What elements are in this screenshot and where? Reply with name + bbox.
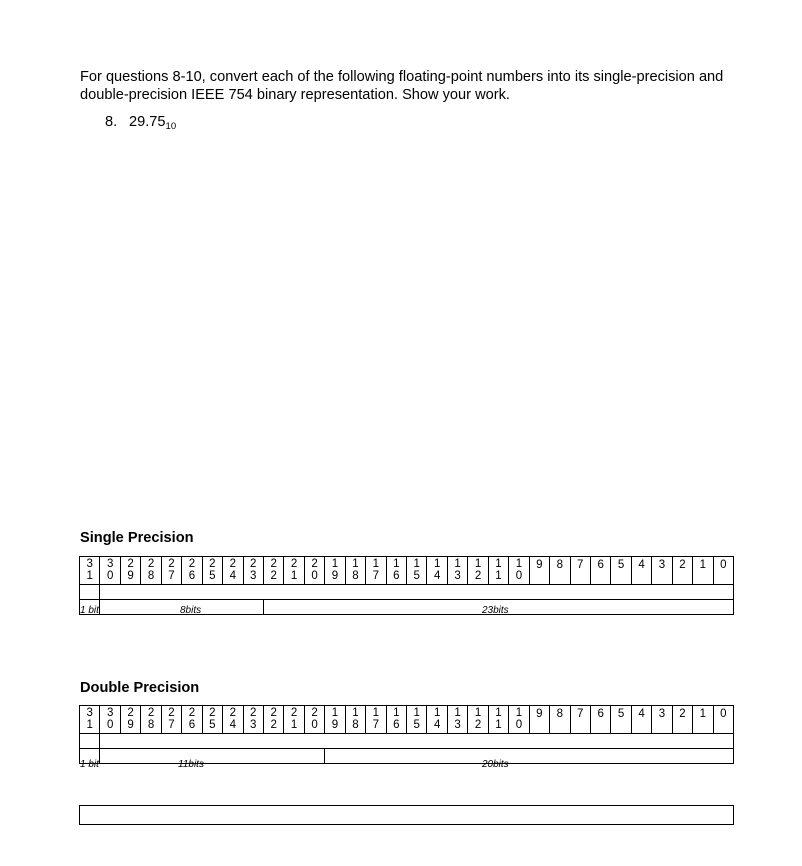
bit-digit-bottom: 0 bbox=[106, 719, 114, 731]
bit-digit-top: 5 bbox=[617, 708, 625, 720]
double-exponent-label: 11bits bbox=[178, 759, 204, 770]
bit-digit-top: 3 bbox=[106, 707, 114, 719]
single-bit-index-cell bbox=[263, 557, 283, 585]
bit-digit-top: 2 bbox=[311, 558, 318, 570]
double-bit-index-cell bbox=[100, 706, 120, 734]
bit-digit-bottom: 6 bbox=[393, 570, 400, 582]
bit-digit-top: 0 bbox=[720, 559, 727, 571]
bit-digit-bottom: 2 bbox=[474, 570, 482, 582]
double-bit-index-cell bbox=[345, 706, 365, 734]
answer-box[interactable] bbox=[79, 805, 734, 825]
bit-digit-bottom: 1 bbox=[290, 570, 298, 582]
single-bit-index-cell bbox=[243, 557, 263, 585]
bit-digit-bottom: 7 bbox=[168, 719, 175, 731]
double-sign-row bbox=[80, 734, 734, 749]
bit-digit-bottom: 3 bbox=[454, 570, 461, 582]
bit-digit-top: 1 bbox=[393, 558, 400, 570]
bit-digit-top: 1 bbox=[413, 558, 420, 570]
bit-digit-bottom: 1 bbox=[495, 719, 502, 731]
single-bit-index-cell bbox=[488, 557, 508, 585]
single-precision-table bbox=[79, 556, 734, 615]
bit-digit-bottom: 8 bbox=[352, 570, 359, 582]
double-sign-label: 1 bit bbox=[80, 759, 99, 770]
double-mantissa-label: 20bits bbox=[482, 759, 509, 770]
single-bit-index-cell bbox=[345, 557, 365, 585]
bit-digit-top: 2 bbox=[311, 707, 318, 719]
single-bit-index-cell bbox=[570, 557, 590, 585]
bit-digit-top: 1 bbox=[433, 707, 441, 719]
single-sign-cell[interactable] bbox=[80, 585, 100, 600]
single-bit-index-cell bbox=[161, 557, 181, 585]
bit-digit-bottom: 5 bbox=[413, 719, 420, 731]
single-bit-index-cell bbox=[427, 557, 447, 585]
bit-digit-top: 1 bbox=[474, 707, 482, 719]
bit-digit-top: 1 bbox=[495, 558, 502, 570]
double-bit-index-cell bbox=[672, 706, 692, 734]
single-precision-title: Single Precision bbox=[80, 530, 194, 546]
double-precision-title: Double Precision bbox=[80, 680, 200, 696]
bit-digit-bottom: 0 bbox=[515, 570, 523, 582]
bit-digit-top: 2 bbox=[250, 707, 257, 719]
bit-digit-top: 0 bbox=[720, 708, 727, 720]
bit-digit-top: 8 bbox=[556, 559, 563, 571]
bit-digit-top: 1 bbox=[699, 708, 707, 720]
double-bit-index-cell bbox=[161, 706, 181, 734]
bit-digit-bottom: 9 bbox=[331, 719, 339, 731]
bit-digit-bottom: 5 bbox=[413, 570, 420, 582]
bit-digit-top: 2 bbox=[209, 558, 216, 570]
single-bit-index-cell bbox=[529, 557, 549, 585]
question-value: 29.75 bbox=[129, 114, 166, 130]
bit-digit-top: 9 bbox=[536, 559, 543, 571]
bit-digit-bottom: 5 bbox=[209, 719, 216, 731]
bit-digit-top: 2 bbox=[127, 707, 134, 719]
bit-digit-bottom: 5 bbox=[209, 570, 216, 582]
double-bit-index-cell bbox=[611, 706, 631, 734]
bit-digit-bottom: 1 bbox=[86, 570, 93, 582]
bit-digit-bottom: 2 bbox=[474, 719, 482, 731]
bit-digit-top: 2 bbox=[209, 707, 216, 719]
bit-digit-bottom: 7 bbox=[372, 570, 380, 582]
bit-digit-top: 1 bbox=[474, 558, 482, 570]
bit-digit-bottom: 0 bbox=[106, 570, 114, 582]
bit-digit-top: 2 bbox=[290, 558, 298, 570]
bit-digit-bottom: 9 bbox=[127, 570, 134, 582]
single-bit-index-cell bbox=[693, 557, 713, 585]
single-bit-index-cell bbox=[80, 557, 100, 585]
bit-digit-top: 3 bbox=[86, 707, 93, 719]
double-bit-index-cell bbox=[509, 706, 529, 734]
bit-digit-top: 8 bbox=[556, 708, 563, 720]
bit-digit-top: 1 bbox=[433, 558, 441, 570]
question-number: 8. bbox=[105, 114, 118, 130]
single-bit-index-cell bbox=[590, 557, 610, 585]
double-bit-index-cell bbox=[550, 706, 570, 734]
bit-digit-bottom: 3 bbox=[250, 719, 257, 731]
bit-digit-top: 1 bbox=[372, 558, 380, 570]
bit-digit-top: 3 bbox=[658, 708, 666, 720]
single-bit-index-cell bbox=[550, 557, 570, 585]
double-bit-index-row bbox=[80, 706, 734, 734]
bit-digit-top: 4 bbox=[638, 708, 645, 720]
double-bit-index-cell bbox=[304, 706, 324, 734]
single-fields-row bbox=[80, 600, 734, 615]
bit-digit-top: 2 bbox=[229, 707, 236, 719]
bit-digit-top: 2 bbox=[188, 558, 196, 570]
bit-digit-bottom: 7 bbox=[372, 719, 380, 731]
single-remaining-cell[interactable] bbox=[100, 585, 734, 600]
bit-digit-top: 3 bbox=[658, 559, 666, 571]
bit-digit-bottom: 1 bbox=[495, 570, 502, 582]
bit-digit-bottom: 2 bbox=[270, 719, 277, 731]
bit-digit-top: 1 bbox=[454, 707, 461, 719]
single-mantissa-label: 23bits bbox=[482, 605, 509, 616]
double-bit-index-cell bbox=[120, 706, 140, 734]
double-bit-index-cell bbox=[202, 706, 222, 734]
bit-digit-top: 6 bbox=[597, 708, 604, 720]
bit-digit-top: 1 bbox=[495, 707, 502, 719]
bit-digit-bottom: 2 bbox=[270, 570, 277, 582]
bit-digit-top: 4 bbox=[638, 559, 645, 571]
double-bit-index-cell bbox=[366, 706, 386, 734]
double-bit-index-cell bbox=[182, 706, 202, 734]
bit-digit-bottom: 0 bbox=[311, 719, 318, 731]
single-bit-index-cell bbox=[407, 557, 427, 585]
bit-digit-top: 6 bbox=[597, 559, 604, 571]
bit-digit-top: 2 bbox=[270, 558, 277, 570]
bit-digit-bottom: 0 bbox=[515, 719, 523, 731]
single-bit-index-cell bbox=[386, 557, 406, 585]
instructions-text: For questions 8-10, convert each of the following floating-point numbers into its single-precision and double-precision IEEE 754 binary representation. Show your work. bbox=[80, 69, 724, 103]
bit-digit-bottom: 0 bbox=[311, 570, 318, 582]
bit-digit-top: 5 bbox=[617, 559, 625, 571]
bit-digit-top: 1 bbox=[515, 558, 523, 570]
double-bit-index-cell bbox=[325, 706, 345, 734]
single-bit-index-cell bbox=[652, 557, 672, 585]
single-bit-index-cell bbox=[509, 557, 529, 585]
single-bit-index-cell bbox=[182, 557, 202, 585]
double-remaining-cell[interactable] bbox=[100, 734, 734, 749]
single-bit-index-cell bbox=[468, 557, 488, 585]
double-bit-index-cell bbox=[468, 706, 488, 734]
bit-digit-bottom: 1 bbox=[290, 719, 298, 731]
single-bit-index-cell bbox=[366, 557, 386, 585]
bit-digit-top: 2 bbox=[270, 707, 277, 719]
double-bit-index-cell bbox=[427, 706, 447, 734]
bit-digit-bottom: 9 bbox=[127, 719, 134, 731]
bit-digit-bottom: 8 bbox=[147, 719, 155, 731]
bit-digit-bottom: 9 bbox=[331, 570, 339, 582]
double-precision-table bbox=[79, 705, 734, 764]
single-sign-row bbox=[80, 585, 734, 600]
single-bit-index-cell bbox=[447, 557, 467, 585]
double-bit-index-cell bbox=[713, 706, 733, 734]
bit-digit-top: 2 bbox=[290, 707, 298, 719]
bit-digit-bottom: 4 bbox=[433, 570, 441, 582]
double-bit-index-cell bbox=[529, 706, 549, 734]
single-bit-index-cell bbox=[713, 557, 733, 585]
double-bit-index-cell bbox=[386, 706, 406, 734]
double-exponent-field[interactable] bbox=[100, 749, 325, 764]
bit-digit-top: 1 bbox=[454, 558, 461, 570]
bit-digit-bottom: 6 bbox=[188, 570, 196, 582]
bit-digit-top: 3 bbox=[106, 558, 114, 570]
bit-digit-bottom: 6 bbox=[188, 719, 196, 731]
bit-digit-bottom: 4 bbox=[229, 719, 236, 731]
bit-digit-top: 1 bbox=[331, 707, 339, 719]
double-bit-index-cell bbox=[284, 706, 304, 734]
bit-digit-top: 2 bbox=[229, 558, 236, 570]
single-bit-index-cell bbox=[284, 557, 304, 585]
single-bit-index-row bbox=[80, 557, 734, 585]
bit-digit-top: 2 bbox=[147, 707, 155, 719]
double-bit-index-cell bbox=[263, 706, 283, 734]
double-bit-index-cell bbox=[407, 706, 427, 734]
double-mantissa-field[interactable] bbox=[325, 749, 734, 764]
bit-digit-bottom: 1 bbox=[86, 719, 93, 731]
bit-digit-top: 2 bbox=[679, 559, 686, 571]
bit-digit-top: 2 bbox=[679, 708, 686, 720]
bit-digit-top: 2 bbox=[147, 558, 155, 570]
bit-digit-top: 9 bbox=[536, 708, 543, 720]
double-bit-index-cell bbox=[631, 706, 651, 734]
double-bit-index-cell bbox=[488, 706, 508, 734]
bit-digit-bottom: 4 bbox=[229, 570, 236, 582]
bit-digit-bottom: 3 bbox=[250, 570, 257, 582]
bit-digit-top: 7 bbox=[577, 708, 584, 720]
double-bit-index-cell bbox=[80, 706, 100, 734]
bit-digit-top: 1 bbox=[393, 707, 400, 719]
bit-digit-top: 1 bbox=[372, 707, 380, 719]
double-bit-index-cell bbox=[570, 706, 590, 734]
bit-digit-top: 1 bbox=[413, 707, 420, 719]
single-bit-index-cell bbox=[202, 557, 222, 585]
bit-digit-bottom: 4 bbox=[433, 719, 441, 731]
single-bit-index-cell bbox=[325, 557, 345, 585]
single-bit-index-cell bbox=[304, 557, 324, 585]
bit-digit-bottom: 8 bbox=[352, 719, 359, 731]
bit-digit-top: 2 bbox=[168, 707, 175, 719]
bit-digit-top: 7 bbox=[577, 559, 584, 571]
double-bit-index-cell bbox=[243, 706, 263, 734]
bit-digit-bottom: 7 bbox=[168, 570, 175, 582]
single-bit-index-cell bbox=[120, 557, 140, 585]
double-bit-index-cell bbox=[141, 706, 161, 734]
double-bit-index-cell bbox=[652, 706, 672, 734]
question-base: 10 bbox=[165, 121, 177, 132]
bit-digit-top: 2 bbox=[127, 558, 134, 570]
bit-digit-top: 1 bbox=[352, 558, 359, 570]
bit-digit-top: 3 bbox=[86, 558, 93, 570]
double-bit-index-cell bbox=[447, 706, 467, 734]
single-bit-index-cell bbox=[611, 557, 631, 585]
double-bit-index-cell bbox=[693, 706, 713, 734]
bit-digit-bottom: 3 bbox=[454, 719, 461, 731]
single-sign-label: 1 bit bbox=[80, 605, 99, 616]
bit-digit-top: 1 bbox=[699, 559, 707, 571]
bit-digit-top: 2 bbox=[168, 558, 175, 570]
bit-digit-top: 1 bbox=[352, 707, 359, 719]
double-sign-cell[interactable] bbox=[80, 734, 100, 749]
single-bit-index-cell bbox=[141, 557, 161, 585]
single-bit-index-cell bbox=[223, 557, 243, 585]
bit-digit-top: 2 bbox=[250, 558, 257, 570]
single-bit-index-cell bbox=[100, 557, 120, 585]
bit-digit-bottom: 6 bbox=[393, 719, 400, 731]
double-bit-index-cell bbox=[590, 706, 610, 734]
single-exponent-label: 8bits bbox=[180, 605, 202, 616]
bit-digit-top: 1 bbox=[515, 707, 523, 719]
single-bit-index-cell bbox=[631, 557, 651, 585]
bit-digit-bottom: 8 bbox=[147, 570, 155, 582]
double-bit-index-cell bbox=[223, 706, 243, 734]
bit-digit-top: 2 bbox=[188, 707, 196, 719]
single-bit-index-cell bbox=[672, 557, 692, 585]
bit-digit-top: 1 bbox=[331, 558, 339, 570]
question-8 bbox=[105, 114, 176, 132]
